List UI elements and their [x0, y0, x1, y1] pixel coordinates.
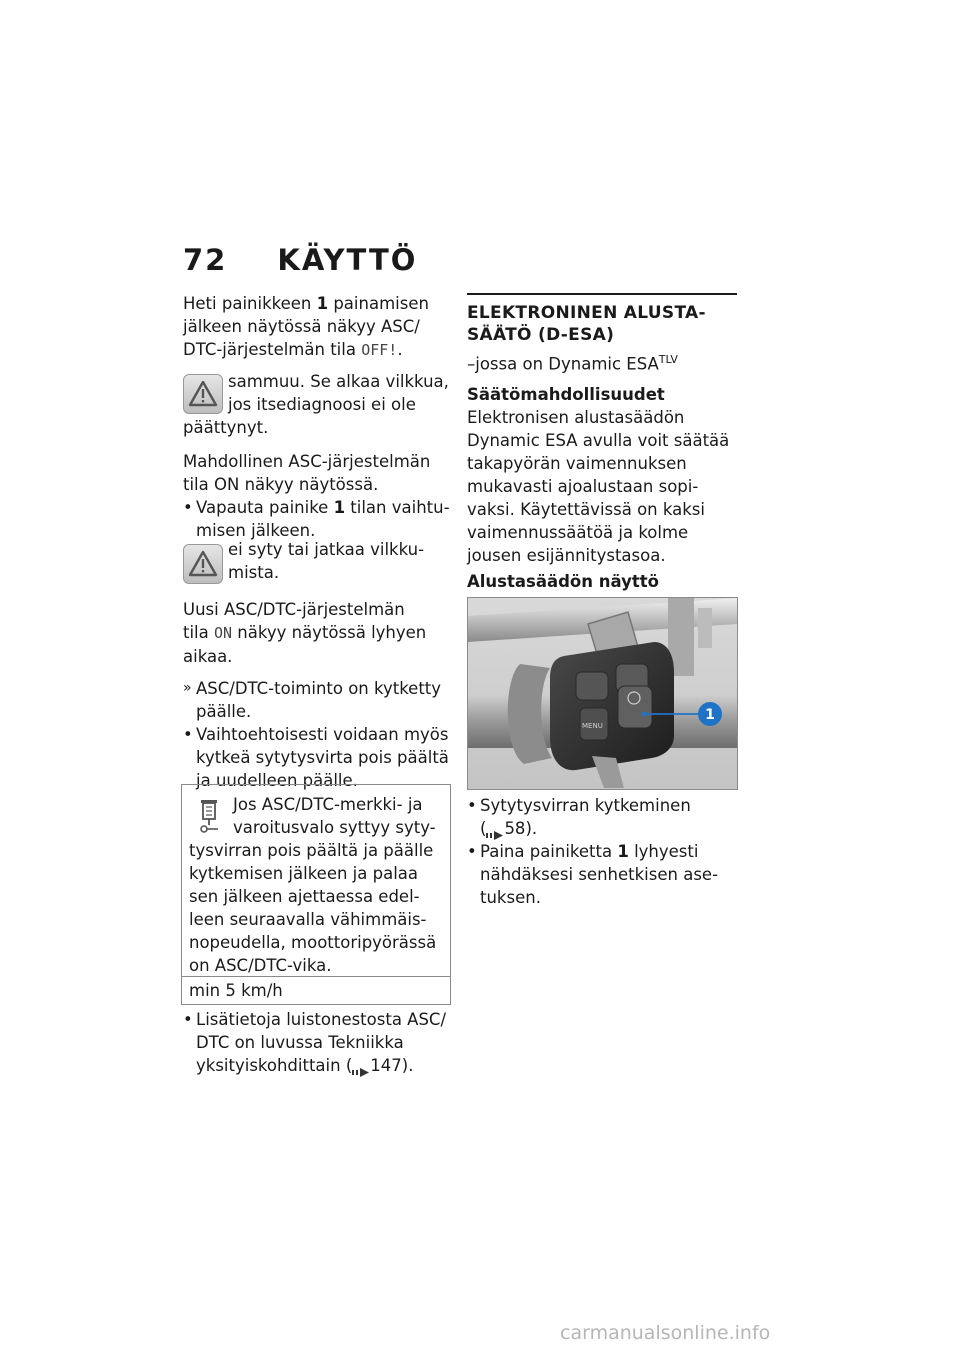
result-asc-dtc-on: » ASC/DTC-toiminto on kytketty päälle. [183, 679, 442, 721]
section-rule [467, 293, 737, 295]
gauge-sensor-icon [198, 798, 220, 840]
note-line: Jos ASC/DTC-merkki- ja [233, 795, 423, 814]
bullet-more-info: • Lisätietoja luistonestosta ASC/ DTC on luvussa Tekniikka yksityiskohdittain ( 147). [183, 1010, 447, 1075]
warning-text-1: sammuu. Se alkaa vilkkua, jos itsediagnoosi ei ole [228, 372, 449, 414]
page-header [183, 243, 417, 277]
watermark: carmanualsonline.info [560, 1322, 771, 1344]
subheading-display: Alustasäädön näyttö [467, 572, 659, 591]
minimum-speed-value: min 5 km/h [189, 981, 283, 1000]
subheading-options: Säätömahdollisuudet [467, 385, 665, 404]
note-line: sen jälkeen ajettaessa edel- [189, 887, 420, 906]
warning-triangle-icon [183, 374, 223, 414]
page-reference-link[interactable]: 58 [504, 819, 526, 838]
section-subtitle: –jossa on Dynamic $ESA^{TLV}$ [467, 353, 678, 374]
note-line: on ASC/DTC-vika. [189, 956, 332, 975]
fault-note-box [181, 784, 451, 977]
display-on-indicator: ON [214, 624, 233, 642]
intro-paragraph: Heti painikkeen 1 painamisen jälkeen näytössä näkyy ASC/ DTC-järjestelmän tila OFF!. [183, 294, 429, 359]
section-title: ELEKTRONINEN ALUSTA- SÄÄTÖ (D-ESA) [467, 303, 706, 345]
chapter-title: KÄYTTÖ [277, 243, 418, 277]
handlebar-switch-photo [467, 597, 738, 790]
warning-text-1-end: päättynyt. [183, 418, 269, 437]
note-line: varoitusvalo syttyy syty- [233, 818, 436, 837]
minimum-speed-box [181, 976, 451, 1005]
page-reference-arrow-icon [352, 1061, 370, 1072]
menu-button-label: MENU [582, 722, 603, 730]
note-line: kytkemisen jälkeen ja palaa [189, 864, 419, 883]
bullet-ignition-on: • Sytytysvirran kytkeminen ( 58). [467, 796, 691, 838]
note-line: tysvirran pois päältä ja päälle [189, 841, 434, 860]
page-number: 72 [183, 243, 228, 277]
warning-text-2: ei syty tai jatkaa vilkku- mista. [228, 540, 425, 582]
paragraph-new-state: Uusi ASC/DTC-järjestelmän tila ON näkyy näytössä lyhyen aikaa. [183, 600, 427, 666]
adjustment-options: Säätömahdollisuudet Elektronisen alustasäädön Dynamic ESA avulla voit säätää takapyörän vaimennuksen mukavasti ajoalustaan sopi- vaksi. Käytettävissä on kaksi vaimennussäätöä ja kolme jousen esijännitystasoa. [467, 383, 742, 567]
note-line: nopeudella, moottoripyörässä [189, 933, 437, 952]
page-reference-arrow-icon [486, 824, 504, 835]
note-line: leen seuraavalla vähimmäis- [189, 910, 427, 929]
page-reference-link[interactable]: 147 [370, 1056, 402, 1075]
callout-number: 1 [705, 707, 715, 723]
bullet-release-button: • Vapauta painike 1 tilan vaihtu- misen jälkeen. [183, 498, 450, 540]
warning-triangle-icon [183, 544, 223, 584]
bullet-ignition-cycle: • Vaihtoehtoisesti voidaan myös kytkeä sytytysvirta pois päältä ja uudelleen päälle. [183, 725, 449, 790]
bullet-press-button: • Paina painiketta 1 lyhyesti nähdäksesi senhetkisen ase- tuksen. [467, 842, 719, 907]
paragraph-asc-on: Mahdollinen ASC-järjestelmän tila ON näkyy näytössä. [183, 452, 431, 494]
display-off-indicator: OFF! [361, 341, 398, 359]
